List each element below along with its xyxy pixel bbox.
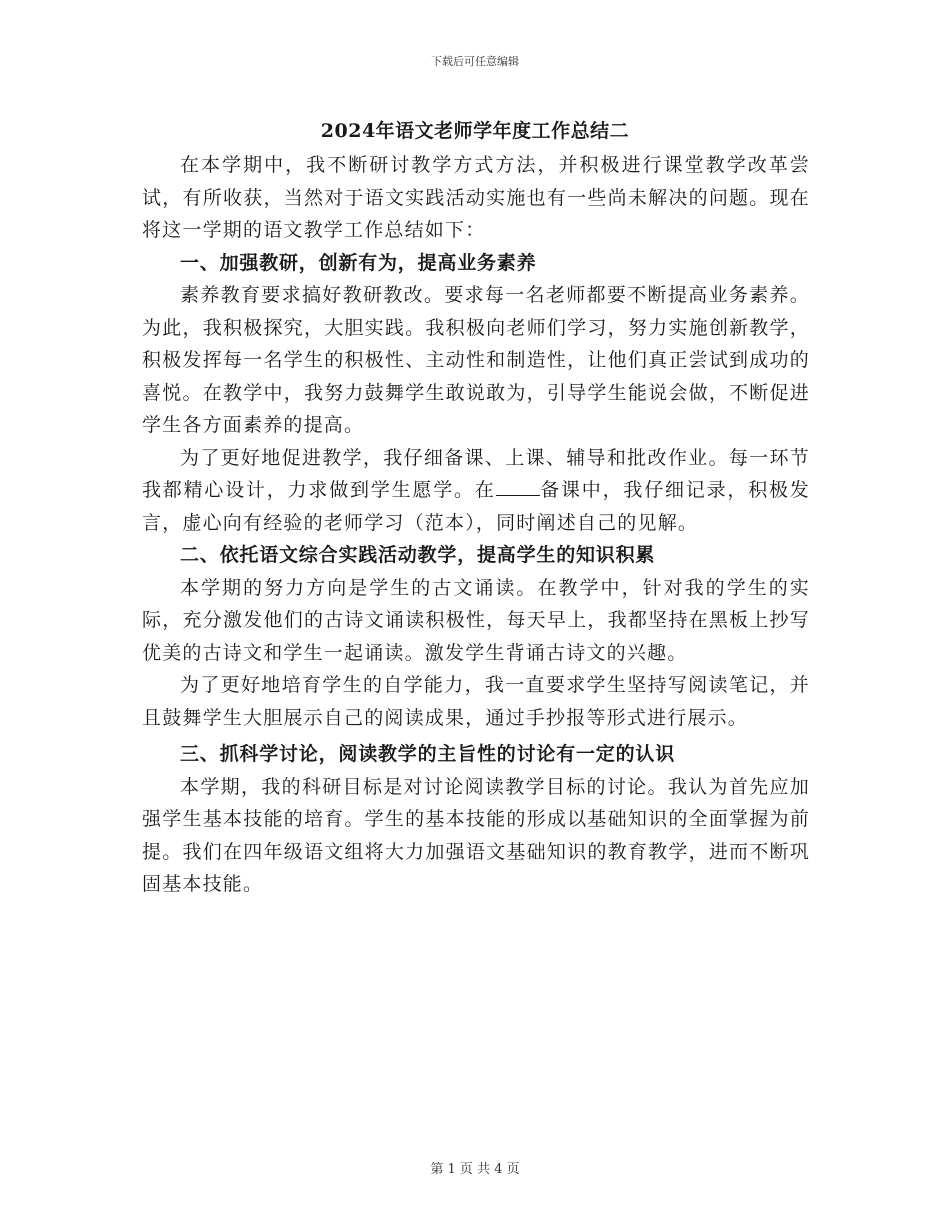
section-heading-1: 一、加强教研，创新有为，提高业务素养 [180, 251, 537, 274]
section-1-paragraph-1: 素养教育要求搞好教研教改。要求每一名老师都要不断提高业务素养。为此，我积极探究，大胆实践。我积极向老师们学习，努力实施创新教学，积极发挥每一名学生的积极性、主动性和制造性，让他们真正尝试到成功的喜悦。在教学中，我努力鼓舞学生敢说敢为，引导学生能说会做，不断促进学生各方面素养的提高。 [142, 284, 810, 436]
section-1-paragraph-2 [142, 442, 810, 540]
section-1-paragraph-2-part-b: 备课中，我仔细记录，积极发言，虚心向有经验的老师学习（范本），同时阐述自己的见解。 [142, 479, 810, 534]
section-2-paragraph-2: 为了更好地培育学生的自学能力，我一直要求学生坚持写阅读笔记，并且鼓舞学生大胆展示自己的阅读成果，通过手抄报等形式进行展示。 [142, 674, 810, 729]
section-heading-2: 二、依托语文综合实践活动教学，提高学生的知识积累 [180, 544, 656, 566]
intro-paragraph: 在本学期中，我不断研讨教学方式方法，并积极进行课堂教学改革尝试，有所收获，当然对于语文实践活动实施也有一些尚未解决的问题。现在将这一学期的语文教学工作总结如下： [142, 154, 810, 241]
document-title: 2024年语文老师学年度工作总结二 [320, 120, 630, 142]
document-body [142, 149, 810, 901]
section-heading-3: 三、抓科学讨论，阅读教学的主旨性的讨论有一定的认识 [180, 743, 676, 765]
header-note: 下载后可任意编辑 [431, 55, 519, 68]
page-footer: 第 1 页 共 4 页 [430, 1162, 520, 1177]
section-1-paragraph-2-part-a: 为了更好地促进教学，我仔细备课、上课、辅导和批改作业。每一环节我都精心设计，力求做到学生愿学。在 [142, 446, 810, 501]
section-3-paragraph-1: 本学期，我的科研目标是对讨论阅读教学目标的讨论。我认为首先应加强学生基本技能的培育。学生的基本技能的形成以基础知识的全面掌握为前提。我们在四年级语文组将大力加强语文基础知识的教育教学，进而不断巩固基本技能。 [142, 775, 810, 895]
section-2-paragraph-1: 本学期的努力方向是学生的古文诵读。在教学中，针对我的学生的实际，充分激发他们的古诗文诵读积极性，每天早上，我都坚持在黑板上抄写优美的古诗文和学生一起诵读。激发学生背诵古诗文的兴趣。 [142, 576, 810, 664]
fill-in-blank [496, 477, 540, 496]
